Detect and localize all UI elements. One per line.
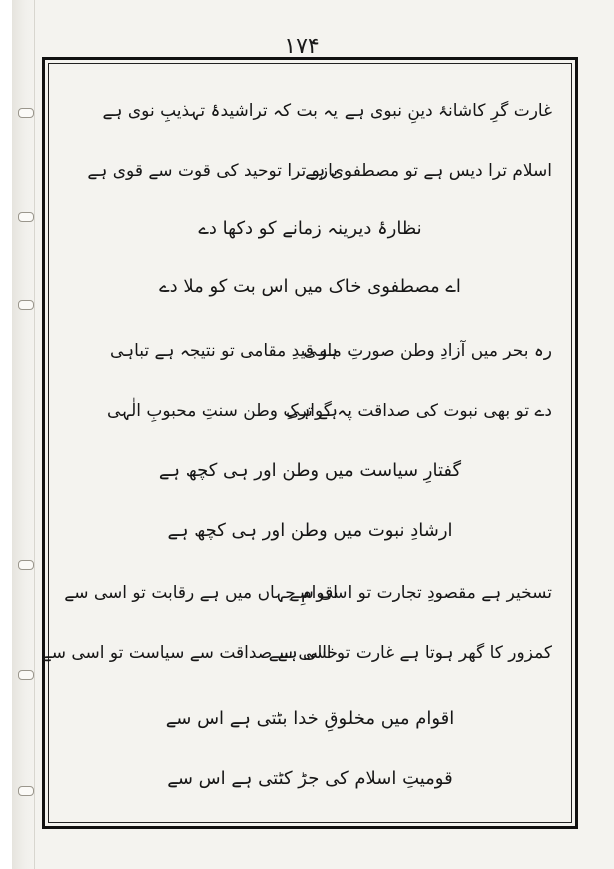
verse-misra-right: اقوامِ جہاں میں ہے رقابت تو اسی سے: [64, 583, 338, 603]
verse-misra-left: دے تو بھی نبوت کی صداقت پہ گواہی: [286, 401, 552, 421]
verse-couplet: قومیتِ اسلام کی جڑ کٹتی ہے اس سے: [167, 768, 453, 789]
verse-misra-left: رہ بحر میں آزادِ وطن صورتِ ماہی: [303, 341, 552, 361]
verse-misra-right: یہ بت کہ تراشیدۂ تہذیبِ نوی ہے: [102, 101, 338, 121]
verse-misra-left: کمزور کا گھر ہوتا ہے غارت تو اسی سے: [268, 643, 552, 663]
verse-misra-left: غارت گرِ کاشانۂ دینِ نبوی ہے: [344, 101, 552, 121]
book-binding: [12, 0, 35, 869]
binding-stitch: [18, 300, 34, 310]
binding-stitch: [18, 670, 34, 680]
page-number: ۱۷۴: [284, 34, 320, 59]
verse-misra-left: تسخیر ہے مقصودِ تجارت تو اسی سے: [289, 583, 552, 603]
binding-stitch: [18, 560, 34, 570]
verse-couplet: گفتارِ سیاست میں وطن اور ہی کچھ ہے: [158, 460, 462, 481]
verse-misra-right: ہو قیدِ مقامی تو نتیجہ ہے تباہی: [109, 341, 338, 361]
binding-stitch: [18, 108, 34, 118]
verse-couplet: اقوام میں مخلوقِ خدا بٹتی ہے اس سے: [165, 708, 455, 729]
verse-misra-right: ہے ترکِ وطن سنتِ محبوبِ الٰہی: [106, 401, 338, 421]
verse-couplet: نظارۂ دیرینہ زمانے کو دکھا دے: [198, 218, 422, 239]
verse-misra-right: خالی ہے صداقت سے سیاست تو اسی سے: [41, 643, 338, 663]
verse-couplet: ارشادِ نبوت میں وطن اور ہی کچھ ہے: [167, 520, 453, 541]
binding-stitch: [18, 786, 34, 796]
verse-misra-left: اسلام ترا دیس ہے تو مصطفوی ہے: [305, 161, 552, 181]
binding-stitch: [18, 212, 34, 222]
verse-misra-right: بازو ترا توحید کی قوت سے قوی ہے: [87, 161, 338, 181]
verse-couplet: اے مصطفوی خاک میں اس بت کو ملا دے: [159, 276, 461, 297]
